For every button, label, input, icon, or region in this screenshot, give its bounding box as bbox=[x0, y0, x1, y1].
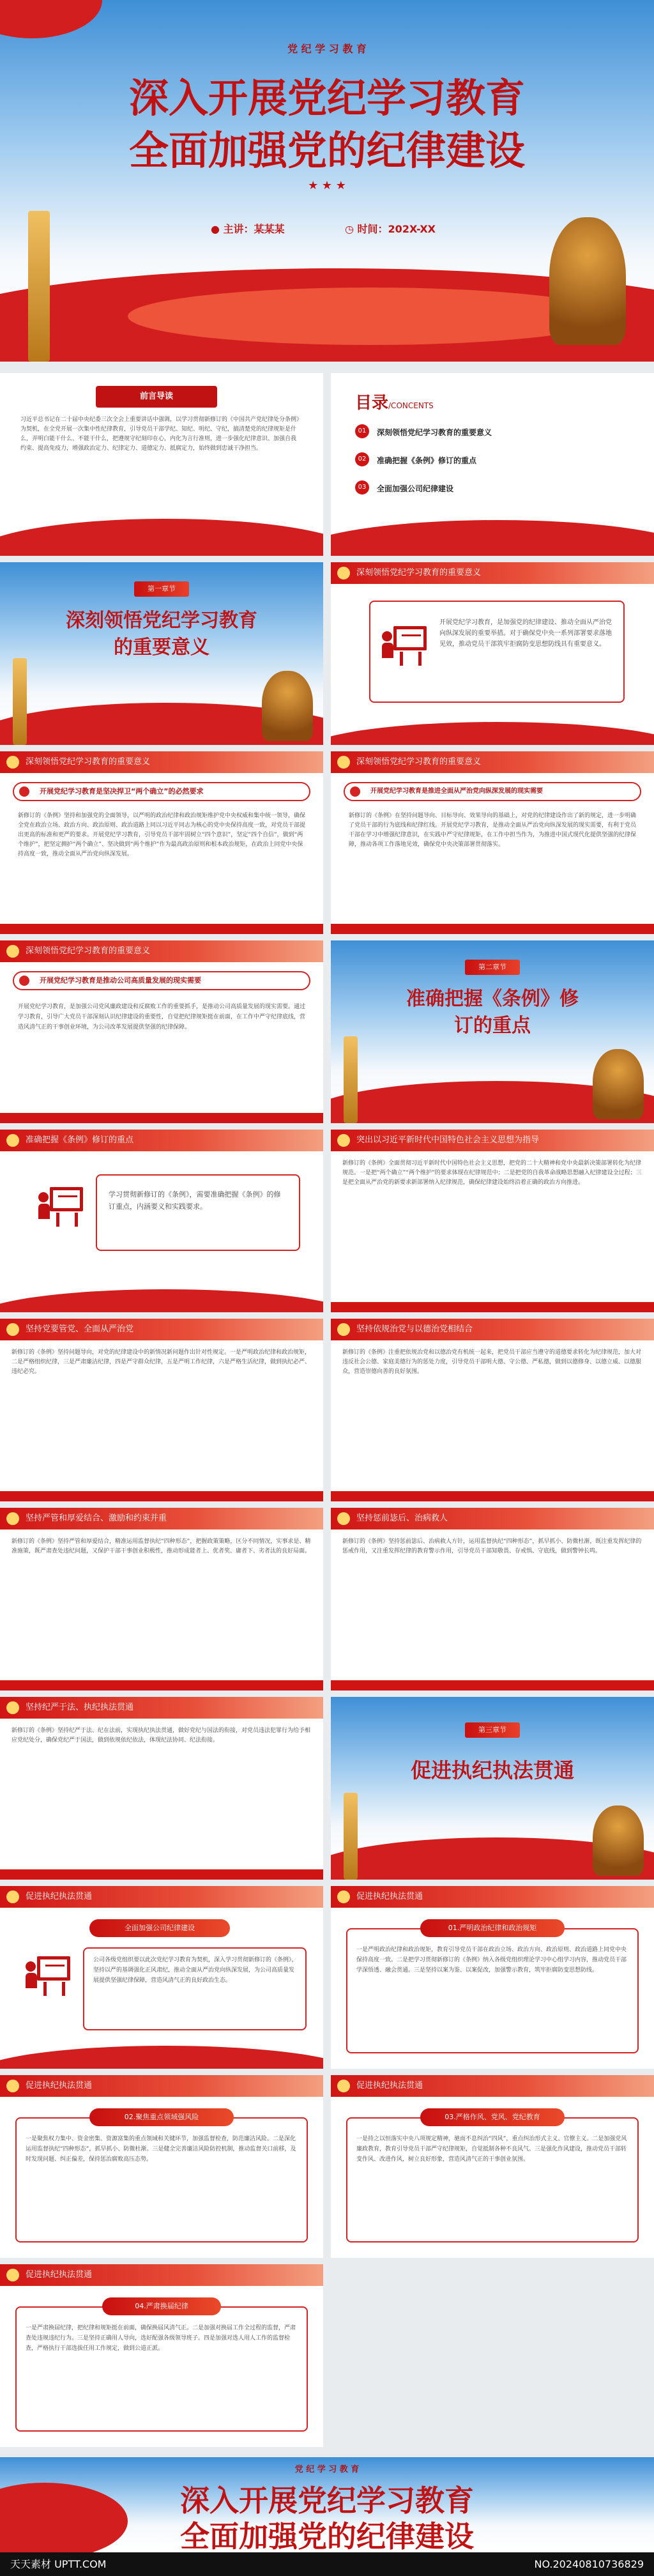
footer-left: 天天素材 UPTT.COM bbox=[10, 2558, 107, 2570]
speaker-info bbox=[211, 221, 285, 236]
party-flag-icon bbox=[337, 1890, 350, 1903]
party-emblem-icon bbox=[19, 786, 29, 797]
topic-bar bbox=[13, 971, 310, 990]
toc-num-3: 03 bbox=[355, 480, 369, 494]
slide-header bbox=[0, 1697, 323, 1719]
slide-header-text: 准确把握《条例》修订的重点 bbox=[26, 1135, 134, 1145]
slide-11 bbox=[0, 1319, 323, 1501]
preface-slide bbox=[0, 373, 323, 556]
slide-20 bbox=[331, 2075, 654, 2258]
party-flag-icon bbox=[6, 2269, 19, 2281]
slide-7 bbox=[0, 940, 323, 1123]
speaker-name: 主讲：某某某 bbox=[223, 223, 285, 235]
bottom-ribbon bbox=[331, 722, 654, 745]
section1-badge: 第一章节 bbox=[134, 581, 189, 597]
slide-19-text: 一是聚焦权力集中、资金密集、资源富集的重点领域和关键环节，加强监督检查，防范廉洁风险。二是深化运用监督执纪“四种形态”，抓早抓小、防微杜渐。三是健全完善廉洁风险防控机制，推动监督关口前移，及时发现问题、纠正偏差，保持惩治腐败高压态势。 bbox=[26, 2136, 296, 2163]
slide-header bbox=[331, 1886, 654, 1908]
party-flag-icon bbox=[337, 1512, 350, 1525]
party-flag-icon bbox=[6, 1323, 19, 1336]
party-flag-icon bbox=[6, 945, 19, 958]
slide-18-pill: 01.严明政治纪律和政治规矩 bbox=[420, 1919, 565, 1937]
cover-slide bbox=[0, 0, 654, 362]
party-flag-icon bbox=[6, 1890, 19, 1903]
topic-bar bbox=[344, 782, 641, 801]
section3-title: 促进执纪执法贯通 bbox=[410, 1758, 574, 1782]
slide-header bbox=[331, 562, 654, 584]
toc-item-3[interactable]: 全面加强公司纪律建设 bbox=[377, 484, 454, 493]
slide-17-pill: 全面加强公司纪律建设 bbox=[89, 1919, 230, 1937]
slide-header bbox=[0, 751, 323, 773]
party-emblem-icon bbox=[350, 786, 360, 797]
slide-header bbox=[0, 1886, 323, 1908]
slide-10-text: 新修订的《条例》全面贯彻习近平新时代中国特色社会主义思想，把党的二十大精神和党中央最新决策部署转化为纪律规范。一是把“两个确立”“两个维护”的要求体现在纪律规范中；二是把党的自我革命战略思想融入纪律建设全过程；三是把全面从严治党的新要求新部署纳入纪律规范，确保纪律建设始终沿着正确的政治方向推进。 bbox=[342, 1160, 642, 1186]
slide-9 bbox=[0, 1130, 323, 1312]
end-title-line2: 全面加强党的纪律建设 bbox=[180, 2519, 474, 2552]
content-box bbox=[96, 1174, 300, 1251]
slide-header-text: 坚持严管和厚爱结合、激励和约束并重 bbox=[26, 1514, 167, 1523]
slide-13-text: 新修订的《条例》坚持严管和厚爱结合，精准运用监督执纪“四种形态”，把握政策策略，区分不同情况，实事求是、精准施策，既严肃查处违纪问题，又保护干部干事创业积极性，推动形成能者上、优者奖、庸者下、劣者汰的良好局面。 bbox=[11, 1538, 311, 1554]
stone-lion bbox=[593, 1049, 644, 1119]
slide-19 bbox=[0, 2075, 323, 2258]
slide-header bbox=[0, 2075, 323, 2097]
preface-text: 习近平总书记在二十届中央纪委三次全会上重要讲话中强调，以学习贯彻新修订的《中国共产党纪律处分条例》为契机，在全党开展一次集中性纪律教育，引导党员干部学纪、知纪、明纪、守纪，搞清楚党的纪律规矩是什么，弄明白能干什么、不能干什么，把遵规守纪刻印在心，内化为言行准则，进一步强化纪律意识、加强自我约束、提高免疫力，增强政治定力、纪律定力、道德定力、抵腐定力，始终做到忠诚干净担当。 bbox=[20, 417, 300, 452]
bottom-stripe bbox=[331, 1302, 654, 1312]
section1-slide bbox=[0, 562, 323, 745]
slide-11-text: 新修订的《条例》坚持问题导向，对党的纪律建设中的新情况新问题作出针对性规定。一是严明政治纪律和政治规矩，二是严格组织纪律，三是严肃廉洁纪律，四是严守群众纪律，五是严明工作纪律，六是严格生活纪律，做到执纪必严、违纪必究。 bbox=[11, 1349, 311, 1375]
slide-14 bbox=[331, 1508, 654, 1690]
party-flag-icon bbox=[6, 756, 19, 769]
slide-10 bbox=[331, 1130, 654, 1312]
toc-title-en: /CONCENTS bbox=[388, 401, 434, 410]
presentation-icon bbox=[38, 1187, 83, 1227]
slide-21-text: 一是严肃换届纪律，把纪律和规矩挺在前面，确保换届风清气正。二是加强对换届工作全过程的监督，严肃查处违规违纪行为。三是坚持正确用人导向，选好配强各级领导班子。四是加强对选人用人工作的监督检查，严格执行干部选拔任用工作规定，做到公道正派。 bbox=[26, 2325, 296, 2352]
slide-header bbox=[331, 1319, 654, 1340]
toc-item-1[interactable]: 深刻领悟党纪学习教育的重要意义 bbox=[377, 428, 492, 437]
slide-4 bbox=[331, 562, 654, 745]
footer-right: NO.20240810736829 bbox=[534, 2558, 644, 2570]
presentation-icon bbox=[26, 1956, 70, 1996]
cover-title-line2: 全面加强党的纪律建设 bbox=[128, 127, 525, 174]
red-ribbon-highlight bbox=[128, 288, 613, 345]
bottom-stripe bbox=[0, 924, 323, 934]
slide-4-text: 开展党纪学习教育，是加强党的纪律建设、推动全面从严治党向纵深发展的重要举措。对于确保党中央一系列部署要求落地见效，推动党员干部筑牢拒腐防变思想防线具有重要意义。 bbox=[439, 619, 612, 648]
slide-header-text: 促进执纪执法贯通 bbox=[26, 1892, 93, 1901]
end-subtitle: 党 纪 学 习 教 育 bbox=[294, 2465, 360, 2474]
slide-21 bbox=[0, 2264, 323, 2447]
bottom-stripe bbox=[0, 1680, 323, 1690]
slide-header bbox=[331, 1130, 654, 1151]
party-flag-icon bbox=[337, 1323, 350, 1336]
end-title-line1: 深入开展党纪学习教育 bbox=[180, 2483, 474, 2518]
slide-header-text: 深刻领悟党纪学习教育的重要意义 bbox=[26, 946, 151, 956]
party-flag-icon bbox=[6, 1512, 19, 1525]
huabiao-pillar bbox=[344, 1036, 358, 1123]
slide-6-text: 新修订的《条例》在坚持问题导向、目标导向、效果导向的基础上，对党的纪律建设作出了新的规定，进一步明确了党员干部的行为底线和纪律红线。开展党纪学习教育，是推动全面从严治党向纵深发展的现实需要，有利于党员干部在学习中增强纪律意识，在实践中严守纪律规矩，在工作中担当作为，为推进中国式现代化提供坚强的纪律保障，推动各项工作落地见效，确保党中央决策部署贯彻落实。 bbox=[349, 813, 637, 848]
section3-badge: 第三章节 bbox=[465, 1722, 520, 1738]
slide-17 bbox=[0, 1886, 323, 2069]
party-emblem-icon bbox=[19, 976, 29, 986]
slide-header bbox=[0, 1130, 323, 1151]
slide-header bbox=[0, 1319, 323, 1340]
slide-header bbox=[0, 2264, 323, 2286]
slide-header-text: 促进执纪执法贯通 bbox=[356, 1892, 423, 1901]
slide-header bbox=[331, 751, 654, 773]
slide-header-text: 促进执纪执法贯通 bbox=[356, 2081, 423, 2090]
slide-header-text: 坚持纪严于法、执纪执法贯通 bbox=[26, 1703, 134, 1712]
party-flag-icon bbox=[337, 567, 350, 579]
corner-ribbon bbox=[0, 0, 102, 38]
slide-12-text: 新修订的《条例》注重把依规治党和以德治党有机统一起来，把党员干部应当遵守的道德要求转化为纪律规范，加大对违反社会公德、家庭美德行为的惩处力度，引导党员干部明大德、守公德、严私德，做到以德修身、以德立威、以德服众，营造崇德向善的良好氛围。 bbox=[342, 1349, 642, 1375]
slide-14-text: 新修订的《条例》坚持惩前毖后、治病救人方针，运用监督执纪“四种形态”，抓早抓小、防微杜渐，既注重发挥纪律的惩戒作用，又注重发挥纪律的教育警示作用，引导党员干部知敬畏、存戒惧、守底线，做到警钟长鸣。 bbox=[342, 1538, 642, 1554]
slide-header-text: 坚持惩前毖后、治病救人 bbox=[356, 1514, 448, 1523]
time-info bbox=[345, 221, 436, 236]
party-flag-icon bbox=[6, 1134, 19, 1147]
party-flag-icon bbox=[6, 1701, 19, 1714]
slide-header bbox=[331, 2075, 654, 2097]
bottom-stripe bbox=[331, 1680, 654, 1690]
slide-5-text: 新修订的《条例》坚持和加强党的全面领导，以严明的政治纪律和政治规矩维护党中央权威和集中统一领导，确保全党在政治立场、政治方向、政治原则、政治道路上同以习近平同志为核心的党中央保持高度一致，对党员干部提出更高的标准和更严的要求。开展党纪学习教育，引导党员干部牢固树立“四个意识”，坚定“四个自信”，做到“两个维护”，把坚定拥护“两个确立”、坚决做到“两个维护”作为最高政治原则和根本政治规矩，在政治上同党中央保持高度一致，推动全面从严治党向纵深发展。 bbox=[18, 813, 306, 857]
watermark-footer bbox=[0, 2552, 654, 2576]
slide-15 bbox=[0, 1697, 323, 1880]
user-icon: ● bbox=[211, 223, 220, 235]
party-flag-icon bbox=[337, 1134, 350, 1147]
preface-label: 前言导读 bbox=[96, 386, 217, 408]
slide-21-pill: 04.严肃换届纪律 bbox=[102, 2297, 221, 2315]
huabiao-pillar bbox=[344, 1793, 358, 1880]
slide-13 bbox=[0, 1508, 323, 1690]
slide-17-text: 公司各级党组织要以此次党纪学习教育为契机，深入学习贯彻新修订的《条例》，坚持以严的基调强化正风肃纪，推动全面从严治党向纵深发展，为公司高质量发展提供坚强纪律保障，营造风清气正的良好政治生态。 bbox=[93, 1957, 298, 1984]
slide-12 bbox=[331, 1319, 654, 1501]
section2-title-line1: 准确把握《条例》修 bbox=[406, 988, 579, 1010]
stone-lion bbox=[593, 1805, 644, 1876]
bottom-ribbon bbox=[0, 1289, 323, 1312]
time-text: 时间：202X-XX bbox=[357, 223, 436, 235]
clock-icon: ◷ bbox=[345, 223, 354, 235]
bottom-stripe bbox=[331, 924, 654, 934]
bottom-stripe bbox=[0, 1113, 323, 1123]
slide-18 bbox=[331, 1886, 654, 2069]
slide-7-text: 开展党纪学习教育，是加强公司党风廉政建设和反腐败工作的重要抓手，是推动公司高质量发展的现实需要。通过学习教育，引导广大党员干部深刻认识纪律建设的重要性，自觉把纪律规矩挺在前面，在工作中严守纪律底线，营造风清气正的干事创业环境，为公司改革发展提供坚强的纪律保障。 bbox=[18, 1004, 306, 1031]
slide-header bbox=[0, 1508, 323, 1529]
stone-lion bbox=[549, 217, 626, 345]
stone-lion bbox=[262, 671, 313, 741]
slide-header-text: 深刻领悟党纪学习教育的重要意义 bbox=[356, 568, 482, 578]
slide-header-text: 突出以习近平新时代中国特色社会主义思想为指导 bbox=[356, 1135, 540, 1145]
cover-title-line1: 深入开展党纪学习教育 bbox=[128, 75, 525, 121]
slide-20-text: 一是持之以恒落实中央八项规定精神，驰而不息纠治“四风”，重点纠治形式主义、官僚主义。二是加强党风廉政教育，教育引导党员干部严守纪律规矩，自觉抵制各种不良风气。三是强化作风建设，推动党员干部转变作风、改进作风，树立良好形象，营造风清气正的干事创业氛围。 bbox=[356, 2136, 627, 2163]
topic-bar bbox=[13, 782, 310, 801]
slide-9-text: 学习贯彻新修订的《条例》，需要准确把握《条例》的修订重点，内涵要义和实践要求。 bbox=[109, 1190, 281, 1211]
slide-header bbox=[0, 940, 323, 962]
slide-header-text: 促进执纪执法贯通 bbox=[26, 2270, 93, 2280]
toc-title: 目录 bbox=[355, 394, 389, 413]
party-flag-icon bbox=[337, 2080, 350, 2092]
presentation-icon bbox=[382, 626, 427, 666]
slide-header bbox=[331, 1508, 654, 1529]
bottom-stripe bbox=[0, 1869, 323, 1880]
slide-header-text: 坚持依规治党与以德治党相结合 bbox=[356, 1324, 473, 1334]
slide-18-text: 一是严明政治纪律和政治规矩，教育引导党员干部在政治立场、政治方向、政治原则、政治道路上同党中央保持高度一致。二是把学习贯彻新修订的《条例》纳入各级党组织理论学习中心组学习内容，推动党员干部学深悟透、融会贯通。三是坚持以案为鉴、以案促改，加强警示教育，筑牢拒腐防变思想防线。 bbox=[356, 1947, 627, 1974]
slide-20-pill: 03.严格作风、党风、党纪教育 bbox=[420, 2108, 565, 2126]
topic-title: 开展党纪学习教育是坚决捍卫“两个确立”的必然要求 bbox=[40, 787, 204, 795]
slide-header-text: 坚持党要管党、全面从严治党 bbox=[26, 1324, 134, 1334]
topic-title: 开展党纪学习教育是推进全面从严治党向纵深发展的现实需要 bbox=[370, 788, 543, 795]
toc-slide bbox=[331, 373, 654, 556]
section2-badge: 第二章节 bbox=[465, 960, 520, 975]
bottom-ribbon bbox=[0, 519, 323, 556]
bottom-stripe bbox=[331, 1491, 654, 1501]
party-flag-icon bbox=[6, 2080, 19, 2092]
slide-15-text: 新修订的《条例》坚持纪严于法、纪在法前，实现执纪执法贯通，做好党纪与国法的衔接，对党员违法犯罪行为给予相应党纪处分，确保党纪严于国法，做到依规依纪依法，体现纪法协同、纪法衔接。 bbox=[11, 1728, 311, 1744]
star-divider-icon: ★ ★ ★ bbox=[308, 179, 346, 192]
slide-6 bbox=[331, 751, 654, 934]
end-slide bbox=[0, 2457, 654, 2552]
section3-slide bbox=[331, 1697, 654, 1880]
cover-subtitle: 党 纪 学 习 教 育 bbox=[287, 43, 367, 55]
toc-item-2[interactable]: 准确把握《条例》修订的重点 bbox=[377, 456, 477, 465]
huabiao-pillar bbox=[28, 211, 50, 362]
section2-slide bbox=[331, 940, 654, 1123]
huabiao-pillar bbox=[13, 658, 27, 745]
toc-heading bbox=[355, 390, 434, 413]
slide-5 bbox=[0, 751, 323, 934]
bottom-stripe bbox=[0, 1491, 323, 1501]
section1-title-line1: 深刻领悟党纪学习教育 bbox=[66, 610, 257, 632]
party-flag-icon bbox=[337, 756, 350, 769]
topic-title: 开展党纪学习教育是推动公司高质量发展的现实需要 bbox=[40, 976, 201, 985]
slide-header-text: 促进执纪执法贯通 bbox=[26, 2081, 93, 2090]
section1-title-line2: 的重要意义 bbox=[114, 636, 209, 659]
section2-title-line2: 订的重点 bbox=[454, 1015, 531, 1037]
slide-19-pill: 02.聚焦重点领域强风险 bbox=[89, 2108, 234, 2126]
bottom-ribbon bbox=[0, 2046, 323, 2069]
slide-header-text: 深刻领悟党纪学习教育的重要意义 bbox=[26, 757, 151, 767]
toc-num-1: 01 bbox=[355, 424, 369, 438]
bottom-ribbon bbox=[331, 520, 654, 556]
slide-header-text: 深刻领悟党纪学习教育的重要意义 bbox=[356, 757, 482, 767]
toc-num-2: 02 bbox=[355, 452, 369, 466]
